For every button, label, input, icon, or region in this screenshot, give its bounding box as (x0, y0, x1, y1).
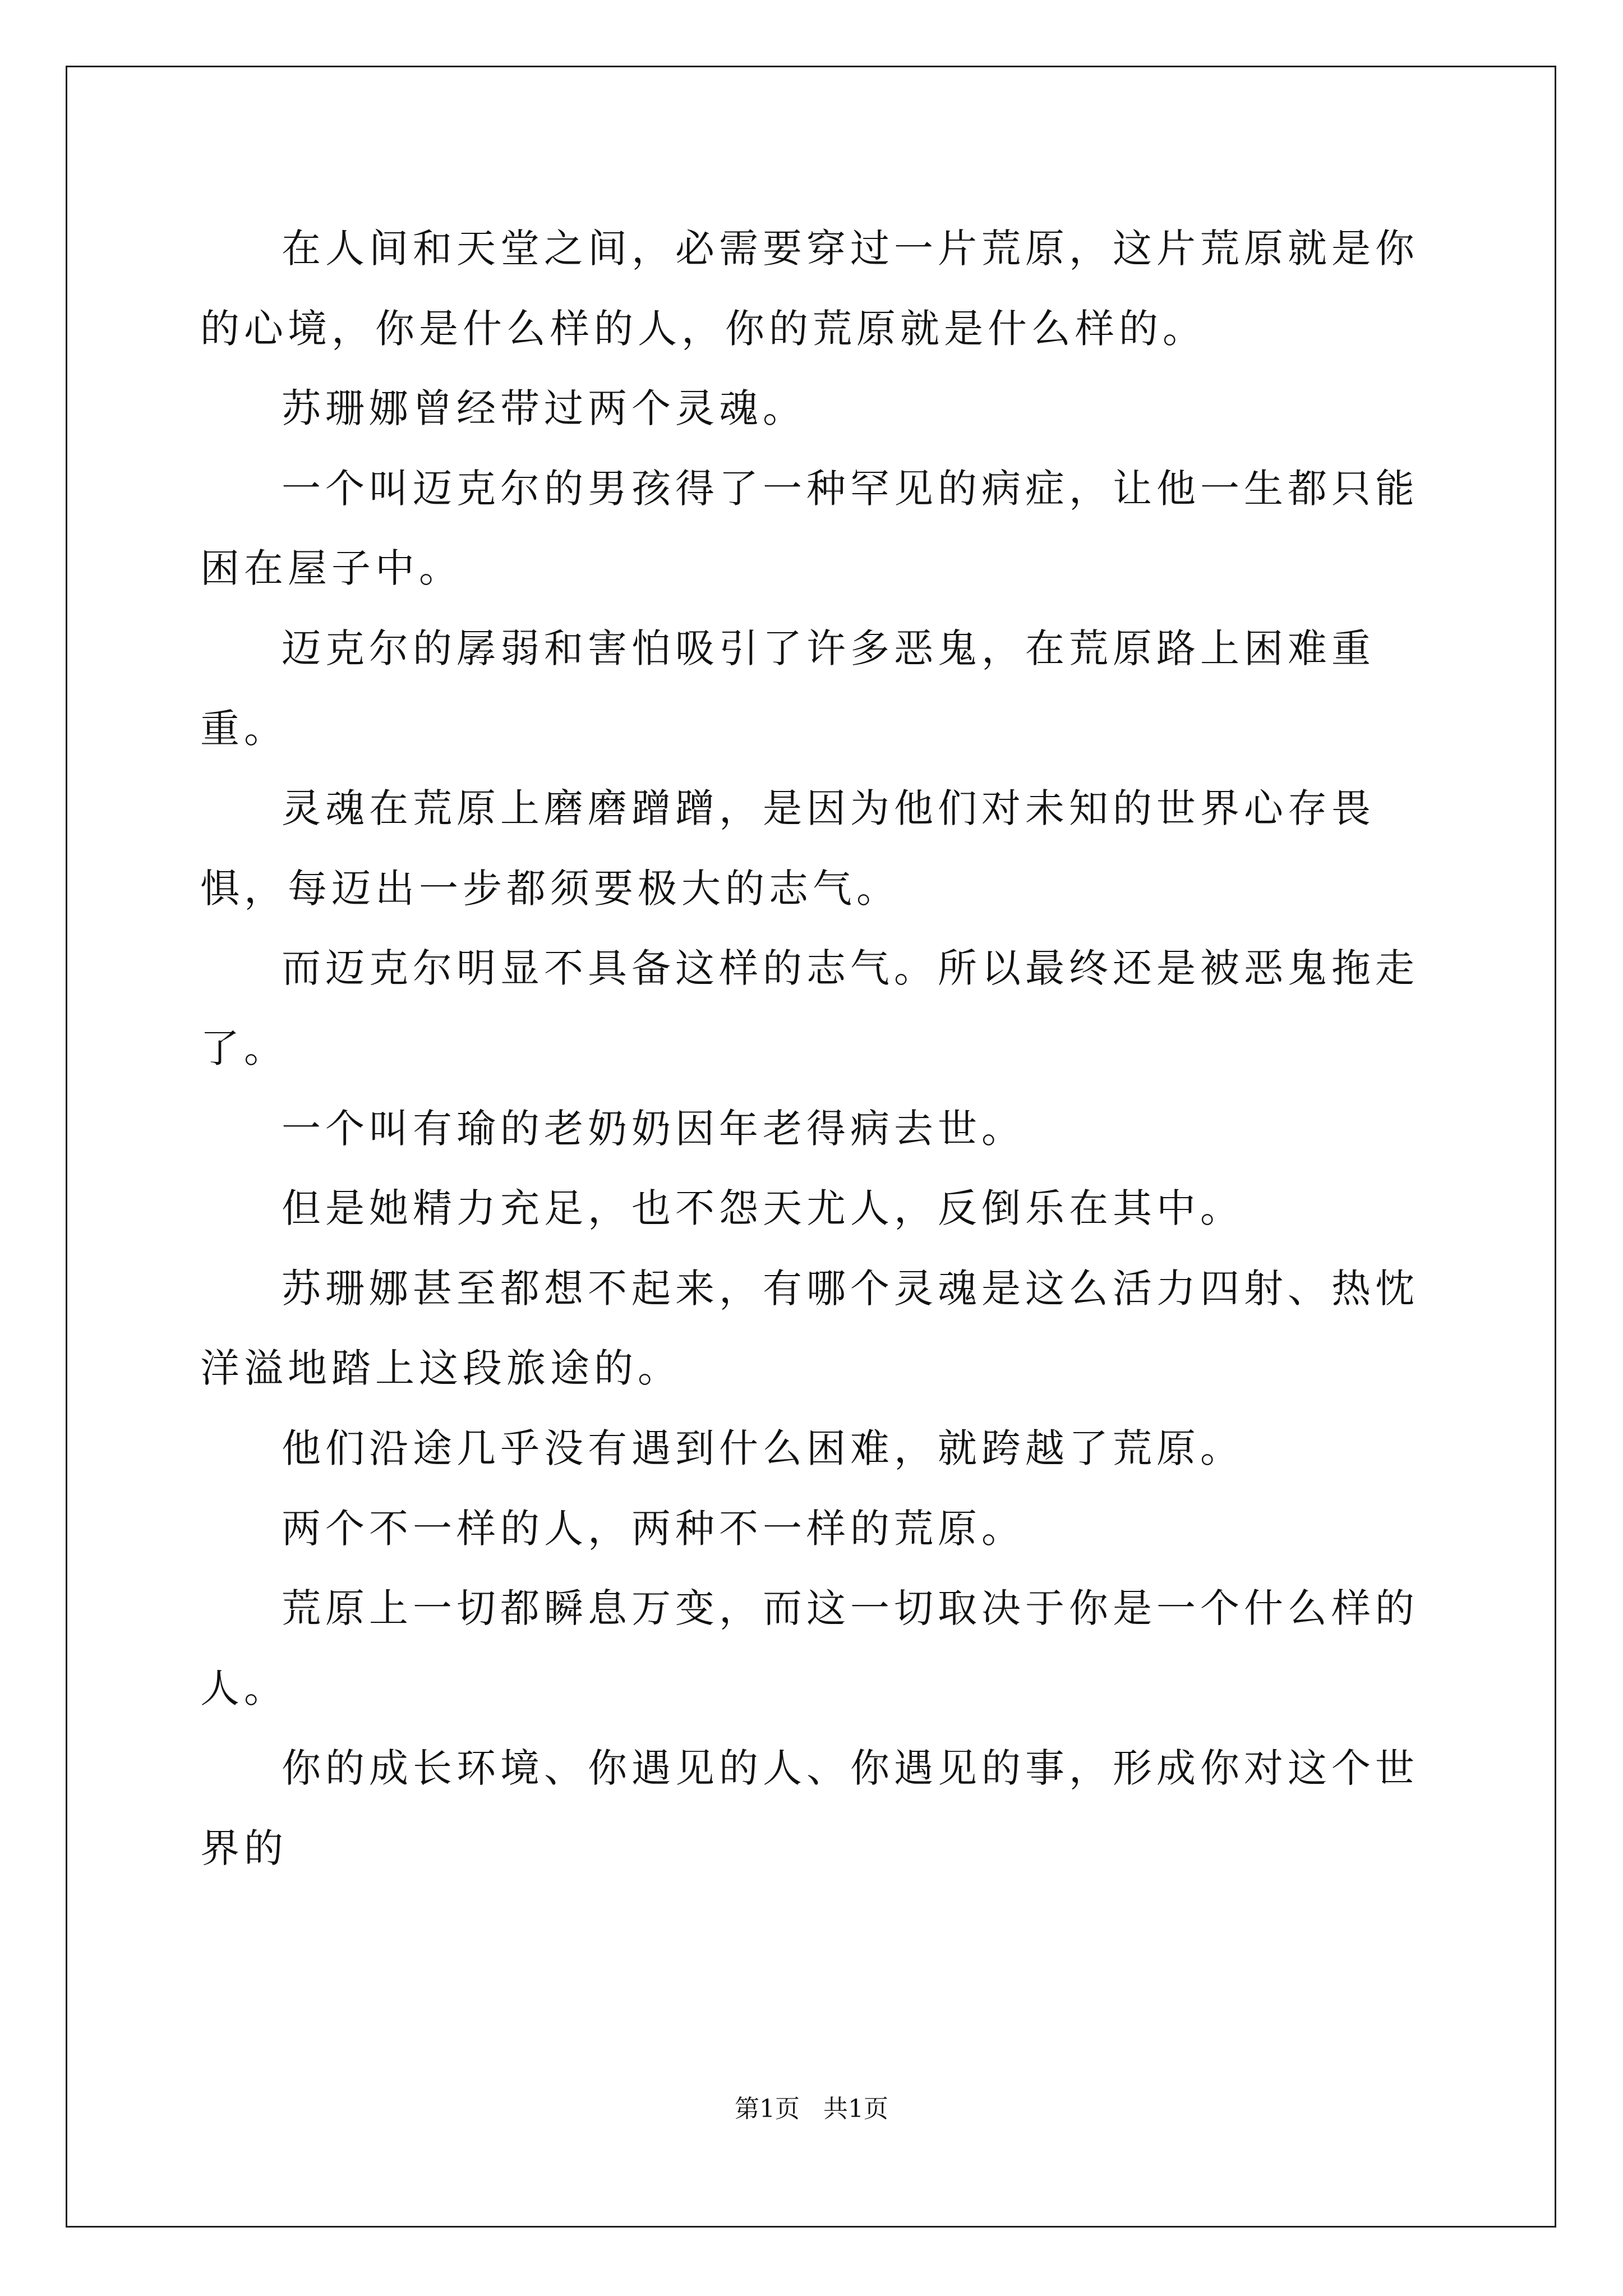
document-body (200, 209, 1434, 1888)
paragraph: 苏珊娜甚至都想不起来，有哪个灵魂是这么活力四射、热忱洋溢地踏上这段旅途的。 (200, 1265, 1419, 1392)
paragraph: 苏珊娜曾经带过两个灵魂。 (282, 385, 806, 432)
paragraph: 一个叫迈克尔的男孩得了一种罕见的病症，让他一生都只能困在屋子中。 (200, 465, 1419, 592)
paragraph: 一个叫有瑜的老奶奶因年老得病去世。 (282, 1105, 1025, 1152)
paragraph: 迈克尔的孱弱和害怕吸引了许多恶鬼，在荒原路上困难重重。 (200, 625, 1375, 752)
paragraph: 两个不一样的人，两种不一样的荒原。 (282, 1505, 1025, 1552)
paragraph: 而迈克尔明显不具备这样的志气。所以最终还是被恶鬼拖走了。 (200, 945, 1419, 1071)
paragraph: 他们沿途几乎没有遇到什么困难，就跨越了荒原。 (282, 1425, 1244, 1471)
paragraph: 在人间和天堂之间，必需要穿过一片荒原，这片荒原就是你的心境，你是什么样的人，你的荒原就是什么样的。 (200, 226, 1419, 352)
paragraph: 你的成长环境、你遇见的人、你遇见的事，形成你对这个世界的 (200, 1745, 1419, 1871)
paragraph: 但是她精力充足，也不怨天尤人，反倒乐在其中。 (282, 1185, 1244, 1232)
paragraph: 荒原上一切都瞬息万变，而这一切取决于你是一个什么样的人。 (200, 1585, 1419, 1711)
page-number-footer: 第1页 共1页 (735, 2095, 888, 2123)
paragraph: 灵魂在荒原上磨磨蹭蹭，是因为他们对未知的世界心存畏惧，每迈出一步都须要极大的志气。 (200, 785, 1375, 912)
